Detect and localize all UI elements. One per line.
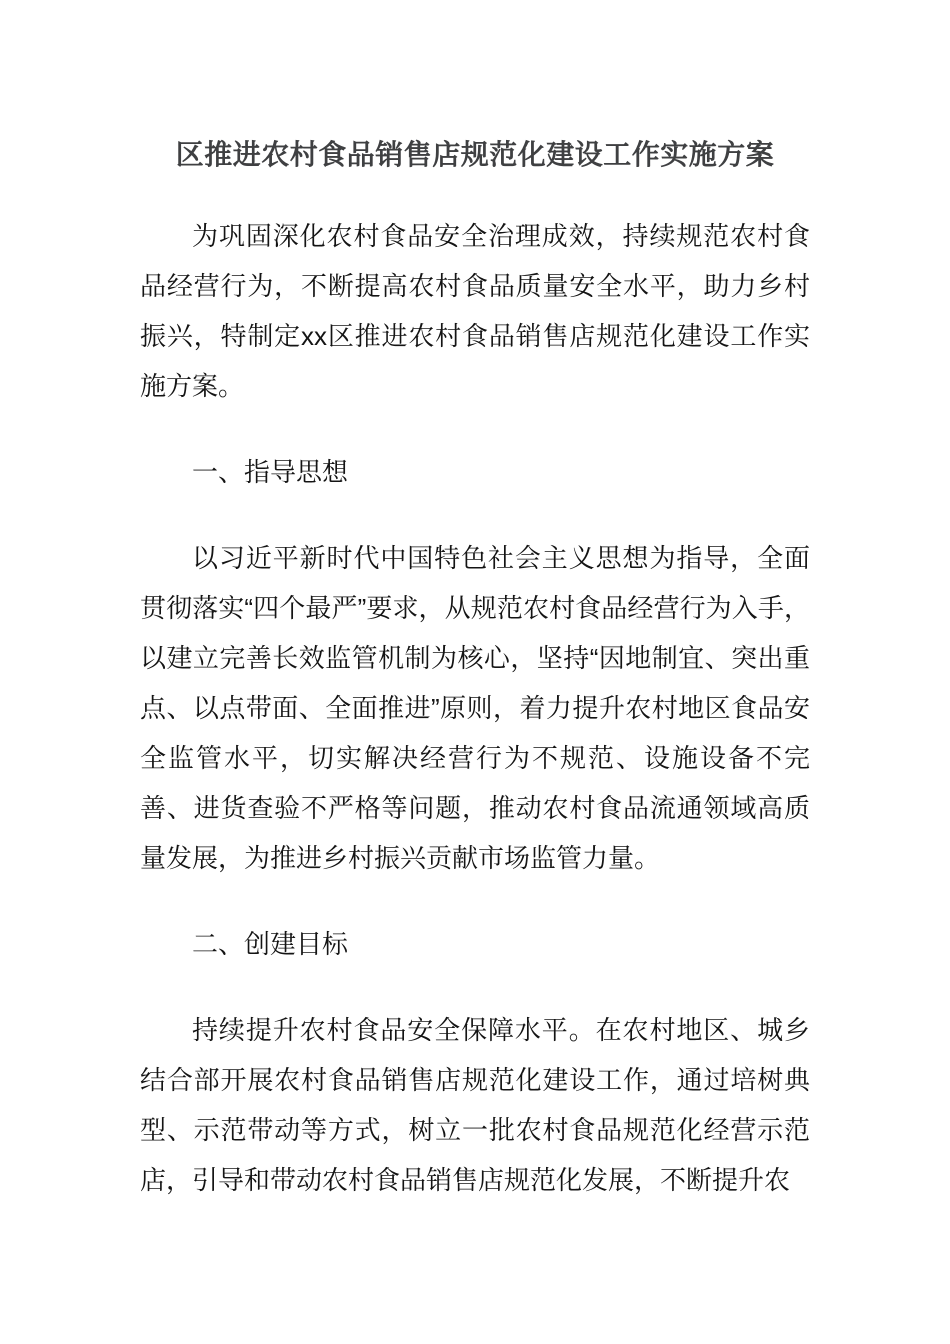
section-heading: 二、创建目标 xyxy=(192,929,349,959)
document-body xyxy=(140,211,810,1205)
document-title: 区推进农村食品销售店规范化建设工作实施方案 xyxy=(175,139,775,170)
body-paragraph: 持续提升农村食品安全保障水平。在农村地区、城乡结合部开展农村食品销售店规范化建设工作，通过培树典型、示范带动等方式，树立一批农村食品规范化经营示范店，引导和带动农村食品销售店规范化发展，不断提升农 xyxy=(140,1015,810,1195)
body-paragraph: 以习近平新时代中国特色社会主义思想为指导，全面贯彻落实“四个最严”要求，从规范农村食品经营行为入手，以建立完善长效监管机制为核心，坚持“因地制宜、突出重点、以点带面、全面推进”原则，着力提升农村地区食品安全监管水平，切实解决经营行为不规范、设施设备不完善、进货查验不严格等问题，推动农村食品流通领域高质量发展，为推进乡村振兴贡献市场监管力量。 xyxy=(140,543,810,873)
section-heading: 一、指导思想 xyxy=(192,457,349,487)
body-paragraph: 为巩固深化农村食品安全治理成效，持续规范农村食品经营行为，不断提高农村食品质量安全水平，助力乡村振兴，特制定xx区推进农村食品销售店规范化建设工作实施方案。 xyxy=(140,221,810,401)
